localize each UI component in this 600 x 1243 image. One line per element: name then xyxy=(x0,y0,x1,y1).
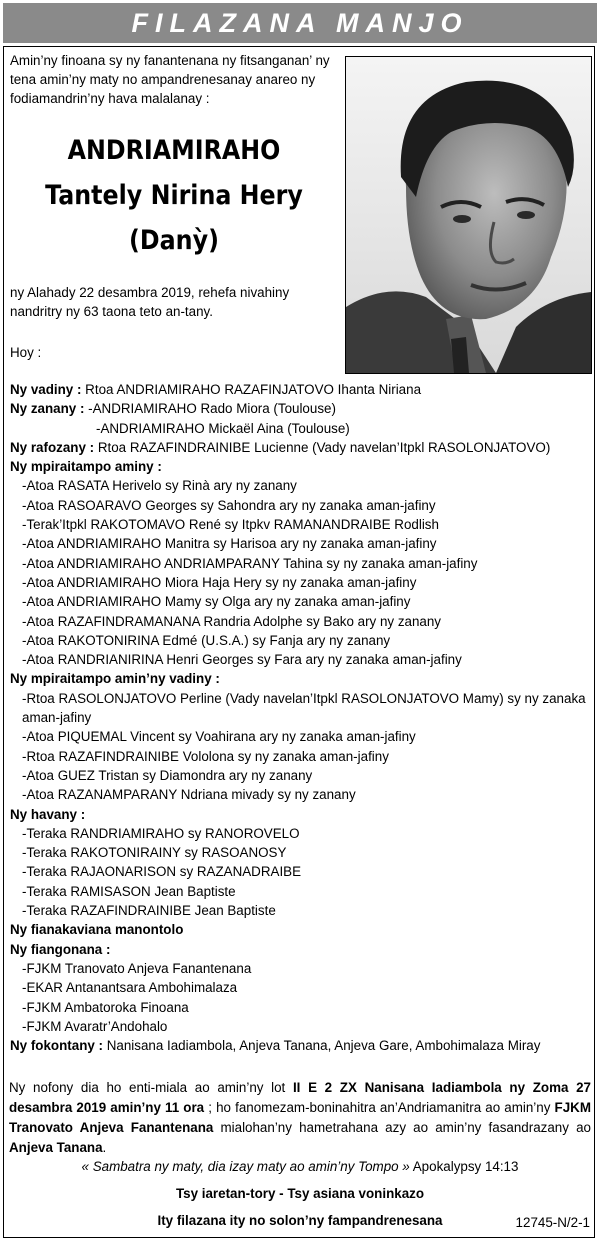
zanany-item: -ANDRIAMIRAHO Mickaël Aina (Toulouse) xyxy=(96,420,350,436)
fokontany-value: Nanisana Iadiambola, Anjeva Tanana, Anjeva Gare, Ambohimalaza Miray xyxy=(103,1038,541,1054)
funeral-church: FJKM Tranovato Anjeva Fanantenana xyxy=(9,1100,591,1135)
havany-label: Ny havany : xyxy=(10,806,86,822)
zanany-row-2 xyxy=(10,419,594,438)
rafozany-row xyxy=(10,438,594,457)
funeral-text: Ny nofony dia ho enti-miala ao amin’ny lot xyxy=(9,1080,293,1095)
list-item: -Atoa GUEZ Tristan sy Diamondra ary ny zanany xyxy=(22,767,313,783)
vadiny-label: Ny vadiny : xyxy=(10,382,82,397)
quote-text: « Sambatra ny maty, dia izay maty ao amin’ny Tompo » xyxy=(81,1159,410,1174)
closing-thanks: Tsy iaretan-tory - Tsy asiana voninkazo xyxy=(175,1186,425,1201)
header-title: FILAZANA MANJO xyxy=(3,3,597,43)
funeral-location-time: II E 2 ZX Nanisana Iadiambola ny Zoma 27 desambra 2019 amin’ny 11 ora xyxy=(9,1080,591,1115)
zanany-label: Ny zanany : xyxy=(10,401,85,417)
deceased-name xyxy=(26,128,322,263)
zanany-row xyxy=(10,399,594,418)
hoy-label: Hoy : xyxy=(10,345,42,360)
vadiny-row xyxy=(10,380,594,399)
list-item: -Teraka RAZAFINDRAINIBE Jean Baptiste xyxy=(22,903,276,919)
list-item: -Atoa ANDRIAMIRAHO Manitra sy Harisoa ary ny zanaka aman-jafiny xyxy=(22,536,437,552)
portrait-photo xyxy=(346,57,591,373)
mpiraitampo-aminy-label: Ny mpiraitampo aminy : xyxy=(10,459,162,475)
list-item: -Atoa PIQUEMAL Vincent sy Voahirana ary ny zanaka aman-jafiny xyxy=(22,729,416,745)
list-item: -Teraka RAMISASON Jean Baptiste xyxy=(22,883,236,899)
list-item: -Atoa RANDRIANIRINA Henri Georges sy Fara ary ny zanaka aman-jafiny xyxy=(22,652,462,668)
fokontany-row xyxy=(10,1036,594,1055)
list-item: -Atoa RAZANAMPARANY Ndriana mivady sy ny zanany xyxy=(22,787,356,803)
list-item: -Rtoa RAZAFINDRAINIBE Vololona sy ny zanaka aman-jafiny xyxy=(22,748,389,764)
fiangonana-label: Ny fiangonana : xyxy=(10,941,111,957)
deceased-photo xyxy=(345,56,592,374)
vadiny-value: Rtoa ANDRIAMIRAHO RAZAFINJATOVO Ihanta Niriana xyxy=(81,382,422,397)
list-item: -EKAR Antanantsara Ambohimalaza xyxy=(22,980,238,996)
funeral-burial-place: Anjeva Tanana xyxy=(9,1140,103,1155)
rafozany-label: Ny rafozany : xyxy=(10,439,95,455)
list-item: -FJKM Tranovato Anjeva Fanantenana xyxy=(22,960,252,976)
list-item: -FJKM Avaratr’Andohalo xyxy=(22,1018,168,1034)
list-item: -Atoa ANDRIAMIRAHO Miora Haja Hery sy ny zanaka aman-jafiny xyxy=(22,574,417,590)
quote-source: Apokalypsy 14:13 xyxy=(409,1159,519,1174)
list-item: -Teraka RAJAONARISON sy RAZANADRAIBE xyxy=(22,864,302,880)
bible-quote xyxy=(0,1157,600,1176)
mpiraitampo-vadiny-label: Ny mpiraitampo amin’ny vadiny : xyxy=(10,671,220,687)
funeral-text: . xyxy=(102,1140,107,1155)
list-item: -Atoa RASATA Herivelo sy Rinà ary ny zanany xyxy=(22,478,297,494)
list-item: -Atoa ANDRIAMIRAHO Mamy sy Olga ary ny zanaka aman-jafiny xyxy=(22,594,411,610)
rafozany-value: Rtoa RAZAFINDRAINIBE Lucienne (Vady navelan’Itpkl RASOLONJATOVO) xyxy=(94,439,551,455)
funeral-paragraph xyxy=(9,1078,591,1158)
funeral-text: mialohan’ny hametrahana azy ao amin’ny fasandrazany ao xyxy=(213,1120,591,1135)
deceased-given-names: Tantely Nirina Hery xyxy=(45,180,303,211)
list-item: -Atoa RAZAFINDRAMANANA Randria Adolphe sy Bako ary ny zanany xyxy=(22,613,442,629)
family-list xyxy=(10,380,594,1055)
reference-number: 12745-N/2-1 xyxy=(515,1215,590,1230)
funeral-text: ; ho fanomezam-boninahitra an’Andriamanitra ao amin’ny xyxy=(204,1100,555,1115)
intro-text: Amin’ny finoana sy ny fanantenana ny fitsanganan’ ny tena amin’ny maty no ampandrenesanay anareo ny fodiamandrin’ny hava malalanay : xyxy=(10,53,330,106)
closing-notice: Ity filazana ity no solon’ny fampandrenesana xyxy=(157,1213,443,1228)
deceased-surname: ANDRIAMIRAHO xyxy=(67,135,281,166)
list-item: -Terak’Itpkl RAKOTOMAVO René sy Itpkv RAMANANDRAIBE Rodlish xyxy=(22,517,439,533)
list-item: -Atoa RAKOTONIRINA Edmé (U.S.A.) sy Fanja ary ny zanany xyxy=(22,632,391,648)
list-item: -Teraka RANDRIAMIRAHO sy RANOROVELO xyxy=(22,825,300,841)
list-item: -Rtoa RASOLONJATOVO Perline (Vady navelan’Itpkl RASOLONJATOVO Mamy) sy ny zanaka aman-jafiny xyxy=(22,690,586,726)
list-item: -Atoa RASOARAVO Georges sy Sahondra ary ny zanaka aman-jafiny xyxy=(22,497,436,513)
zanany-item: -ANDRIAMIRAHO Rado Miora (Toulouse) xyxy=(84,401,336,417)
deceased-nickname: (Danỳ) xyxy=(129,225,219,256)
fianakaviana-label: Ny fianakaviana manontolo xyxy=(10,922,184,938)
list-item: -Teraka RAKOTONIRAINY sy RASOANOSY xyxy=(22,845,287,861)
death-date-text: ny Alahady 22 desambra 2019, rehefa nivahiny nandritry ny 63 taona teto an-tany. xyxy=(10,285,290,319)
list-item: -Atoa ANDRIAMIRAHO ANDRIAMPARANY Tahina sy ny zanaka aman-jafiny xyxy=(22,555,478,571)
list-item: -FJKM Ambatoroka Finoana xyxy=(22,999,189,1015)
fokontany-label: Ny fokontany : xyxy=(10,1038,103,1054)
